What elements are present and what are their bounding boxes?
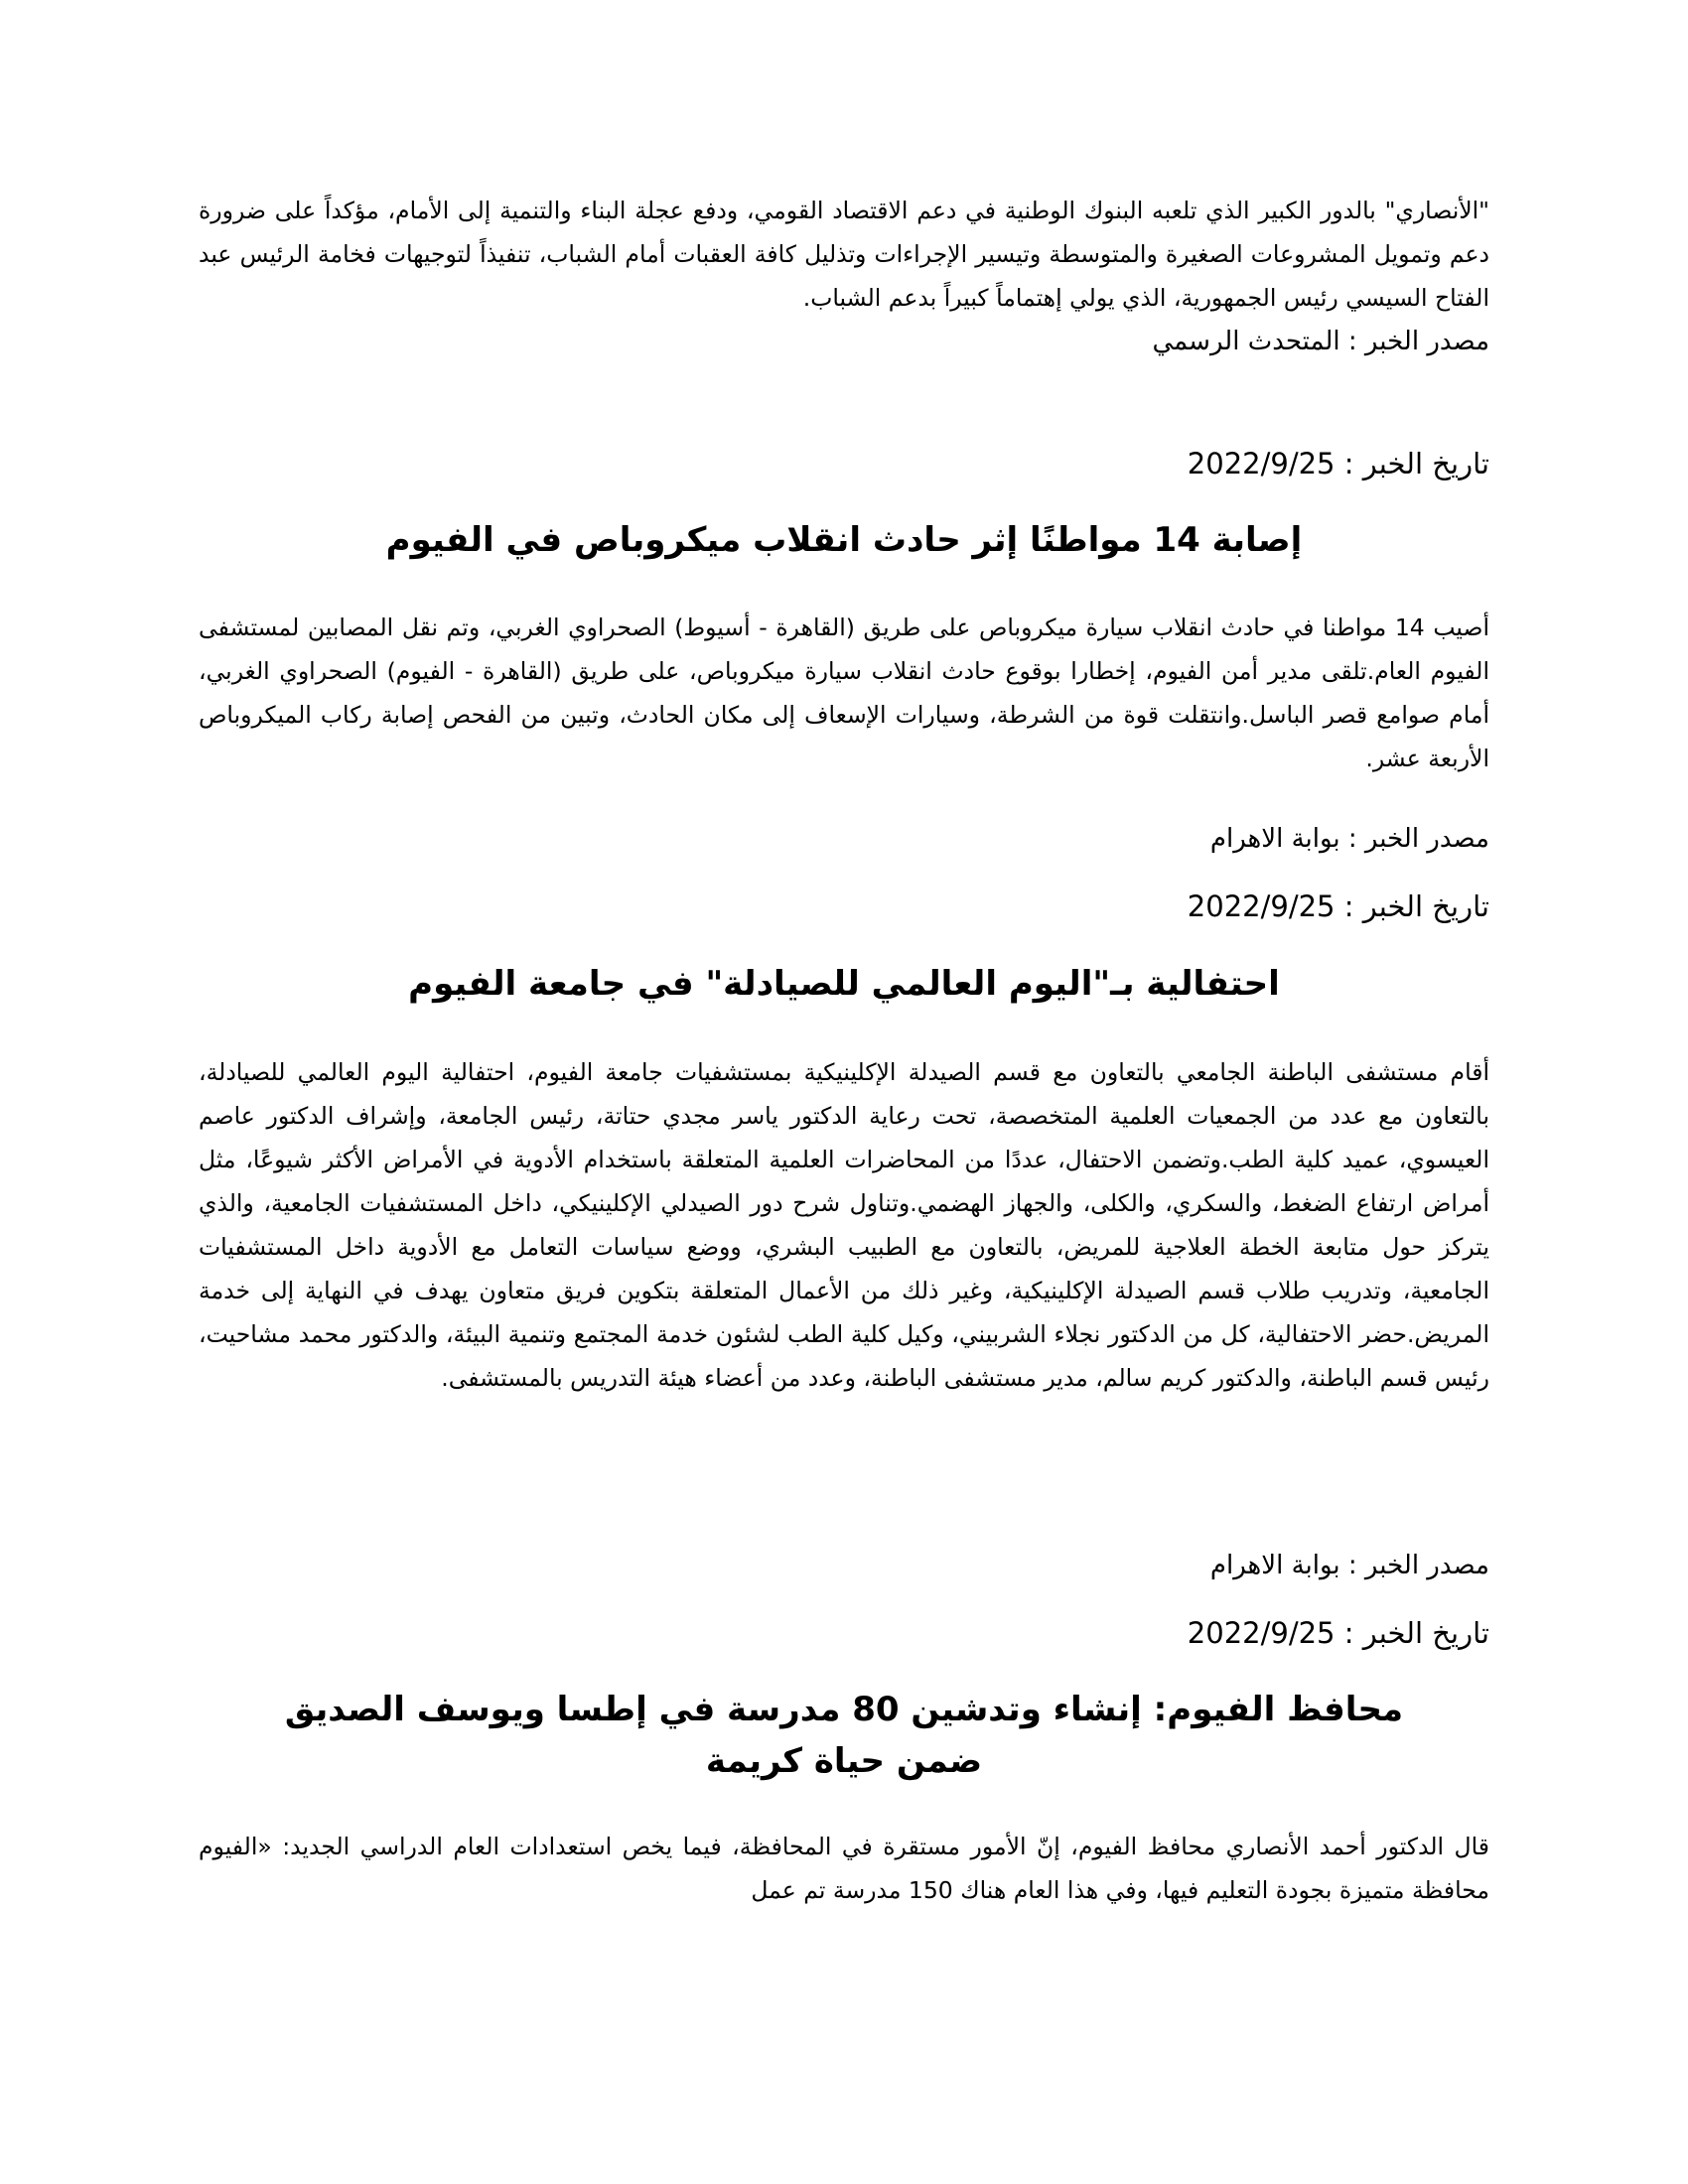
intro-source: مصدر الخبر : المتحدث الرسمي — [1152, 327, 1489, 356]
article-2-title: احتفالية بـ"اليوم العالمي للصيادلة" في جامعة الفيوم — [408, 964, 1280, 1004]
article-1-date: تاريخ الخبر : 2022/9/25 — [1187, 889, 1489, 923]
article-1-title: إصابة 14 مواطنًا إثر حادث انقلاب ميكروباص في الفيوم — [385, 520, 1303, 560]
article-3-paragraph: قال الدكتور أحمد الأنصاري محافظ الفيوم، إنّ الأمور مستقرة في المحافظة، فيما يخص استعدادات العام الدراسي الجديد: «الفيوم محافظة متميزة بجودة التعليم فيها، وفي هذا العام هناك 150 مدرسة تم عمل — [199, 1833, 1489, 1904]
article-1-source: مصدر الخبر : بوابة الاهرام — [1209, 824, 1489, 854]
intro-date: تاريخ الخبر : 2022/9/25 — [1187, 447, 1489, 480]
article-2-source: مصدر الخبر : بوابة الاهرام — [1209, 1551, 1489, 1580]
article-3-title: محافظ الفيوم: إنشاء وتدشين 80 مدرسة في إطسا ويوسف الصديق ضمن حياة كريمة — [284, 1690, 1404, 1781]
article-2-paragraph: أقام مستشفى الباطنة الجامعي بالتعاون مع قسم الصيدلة الإكلينيكية بمستشفيات جامعة الفيوم، احتفالية اليوم العالمي للصيادلة، بالتعاون مع عدد من الجمعيات العلمية المتخصصة، تحت رعاية الدكتور ياسر مجدي حتاتة، رئيس الجامعة، وإشراف الدكتور عاصم العيسوي، عميد كلية الطب.وتضمن الاحتفال، عددًا من المحاضرات العلمية المتعلقة باستخدام الأدوية في الأمراض الأكثر شيوعًا، مثل أمراض ارتفاع الضغط، والسكري، والكلى، والجهاز الهضمي.وتناول شرح دور الصيدلي الإكلينيكي، داخل المستشفيات الجامعية، والذي يتركز حول متابعة الخطة العلاجية للمريض، بالتعاون مع الطبيب البشري، ووضع سياسات التعامل مع الأدوية داخل المستشفيات الجامعية، وتدريب طلاب قسم الصيدلة الإكلينيكية، وغير ذلك من الأعمال المتعلقة بتكوين فريق متعاون يهدف في النهاية إلى خدمة المريض.حضر الاحتفالية، كل من الدكتور نجلاء الشربيني، وكيل كلية الطب لشئون خدمة المجتمع وتنمية البيئة، والدكتور محمد مشاحيت، رئيس قسم الباطنة، والدكتور كريم سالم، مدير مستشفى الباطنة، وعدد من أعضاء هيئة التدريس بالمستشفى. — [199, 1058, 1489, 1392]
intro-paragraph: "الأنصاري" بالدور الكبير الذي تلعبه البنوك الوطنية في دعم الاقتصاد القومي، ودفع عجلة البناء والتنمية إلى الأمام، مؤكداً على ضرورة دعم وتمويل المشروعات الصغيرة والمتوسطة وتيسير الإجراءات وتذليل كافة العقبات أمام الشباب، تنفيذاً لتوجيهات فخامة الرئيس عبد الفتاح السيسي رئيس الجمهورية، الذي يولي إهتماماً كبيراً بدعم الشباب. — [199, 197, 1489, 312]
article-2-date: تاريخ الخبر : 2022/9/25 — [1187, 1616, 1489, 1650]
article-1-paragraph: أصيب 14 مواطنا في حادث انقلاب سيارة ميكروباص على طريق (القاهرة - أسيوط) الصحراوي الغربي، وتم نقل المصابين لمستشفى الفيوم العام.تلقى مدير أمن الفيوم، إخطارا بوقوع حادث انقلاب سيارة ميكروباص، على طريق (القاهرة - الفيوم) الصحراوي الغربي، أمام صوامع قصر الباسل.وانتقلت قوة من الشرطة، وسيارات الإسعاف إلى مكان الحادث، وتبين من الفحص إصابة ركاب الميكروباص الأربعة عشر. — [199, 614, 1490, 772]
intro-block — [199, 189, 1489, 363]
